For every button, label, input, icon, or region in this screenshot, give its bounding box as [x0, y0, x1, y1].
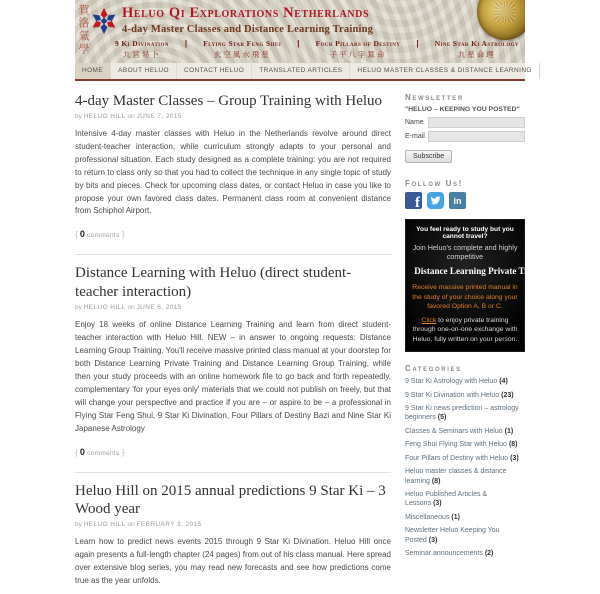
topic-separator: | [297, 39, 300, 48]
promo-title: Distance Learning Private Training [414, 266, 553, 277]
newsletter-tagline: "HELUO – KEEPING YOU POSTED" [405, 106, 520, 113]
byline-on: on [127, 521, 135, 528]
post-separator [75, 254, 391, 255]
nav-item-about-heluo[interactable]: ABOUT HELUO [111, 63, 177, 79]
name-label: Name [405, 119, 424, 126]
category-link[interactable] [405, 526, 525, 545]
post-2 [75, 264, 391, 472]
post-separator [75, 472, 391, 473]
category-count: (1) [504, 427, 514, 435]
calligraphy-seal: 賀洛氣學 [77, 4, 89, 56]
category-count: (3) [433, 500, 442, 508]
category-count: (3) [428, 536, 438, 544]
nav-item-master-classes[interactable]: HELUO MASTER CLASSES & DISTANCE LEARNING [350, 63, 539, 79]
comments-link[interactable] [75, 447, 124, 457]
category-label: Miscellaneous [405, 513, 450, 521]
site-title[interactable]: Heluo Qi Explorations Netherlands [122, 5, 370, 21]
facebook-letter: f [415, 195, 420, 211]
brace: { [75, 447, 78, 457]
comment-count: 0 [79, 229, 85, 240]
category-label: 9 Star Ki news prediction – astrology beginners [405, 404, 519, 422]
post-title[interactable]: 4-day Master Classes – Group Training with Heluo [75, 93, 383, 109]
nav-item-home[interactable]: HOME [75, 63, 111, 79]
twitter-icon[interactable] [427, 192, 444, 209]
sidebar [405, 83, 553, 594]
linkedin-letters: in [453, 195, 462, 206]
post-list [75, 83, 391, 594]
topic-nine-star-ki[interactable] [435, 39, 519, 60]
site-titles [122, 6, 373, 35]
category-count: (5) [437, 414, 447, 422]
name-input[interactable] [428, 117, 525, 128]
subscribe-button[interactable]: Subscribe [405, 150, 452, 163]
topic-chinese: 九星命理 [457, 50, 496, 59]
promo-line3: Receive massive printed manual in the study of your choice along your favored Option A, B or C. [412, 284, 518, 311]
category-count: (23) [501, 391, 514, 399]
categories-heading: Categories [405, 364, 462, 374]
post-excerpt: Enjoy 18 weeks of online Distance Learning Training and learn from direct student-teacher interaction with Heluo Hill. NEW – in answer to ongoing requests: Distance Learning Group Training. You'll receive massive printed class manual at your doorstep for both Distance Learning Private Training and Distance Learning Group Training, while then your study proceeds with an online homework file to go back and forth repeatedly, complementary 'for your eyes only' materials that we could not publish on freely, but that will change your perspective and practice if you are – or aspire to be – a professional in Flying Star Feng Shui, 9 Star Ki Divination, Four Pillars of Destiny Bazi and Nine Star Ki Japanese Astrology [75, 319, 391, 433]
topic-label: Flying Star Feng Shui [203, 39, 282, 48]
post-byline [75, 304, 391, 311]
topic-menu [115, 39, 519, 60]
post-date: JUNE 7, 2015 [136, 112, 182, 120]
follow-heading: Follow Us! [405, 179, 463, 188]
category-link[interactable] [405, 427, 525, 436]
site-header [75, 0, 525, 63]
topic-flying-star-feng-shui[interactable] [203, 39, 281, 60]
email-row [405, 131, 525, 142]
linkedin-icon[interactable] [449, 192, 466, 209]
promo-line4 [411, 316, 519, 345]
content-area [75, 81, 553, 594]
byline-by: by [75, 112, 82, 120]
gold-coin-image [477, 0, 525, 40]
post-title[interactable]: Heluo Hill on 2015 annual predictions 9 Star Ki – 3 Wood year [75, 482, 386, 518]
topic-separator: | [416, 39, 419, 48]
post-date: FEBRUARY 3, 2015 [136, 521, 202, 528]
promo-line4-rest: to enjoy private training through one-on-one exchange with Heluo, fully written on your person. [412, 316, 518, 343]
topic-chinese: 玄空風水飛星 [213, 50, 271, 59]
social-icons [405, 192, 525, 209]
post-title[interactable]: Distance Learning with Heluo (direct student-teacher interaction) [75, 265, 352, 301]
nav-item-contact-heluo[interactable]: CONTACT HELUO [177, 63, 252, 79]
promo-line2: Join Heluo's complete and highly competitive [412, 243, 518, 261]
distance-learning-promo-banner[interactable] [405, 219, 553, 352]
category-label: 9 Star Ki Divination with Heluo [405, 391, 500, 399]
post-excerpt: Learn how to predict news events 2015 through 9 Star Ki Divination. Heluo Hill once again presents a full-length chapter (24 pages) from out of his class manual. Here spread over extensive blog series, you may read new forecasts and see how predictions come true as the year unfolds. [75, 537, 391, 585]
category-count: (2) [484, 550, 494, 558]
site-subtitle: 4-day Master Classes and Distance Learning Training [122, 23, 374, 35]
email-label: E-mail [405, 133, 425, 140]
post-3 [75, 482, 391, 588]
topic-label: Four Pillars of Destiny [315, 39, 401, 48]
post-author[interactable]: HELUO HILL [83, 303, 126, 311]
post-date: JUNE 6, 2015 [136, 303, 182, 311]
category-label: 9 Star Ki Astrology with Heluo [405, 378, 498, 386]
category-label: Four Pillars of Destiny with Heluo [405, 454, 509, 462]
star-logo-icon [90, 6, 118, 36]
topic-separator: | [184, 39, 188, 48]
facebook-icon[interactable] [405, 192, 422, 209]
category-label: Heluo master classes & distance learning [405, 468, 507, 485]
category-link[interactable] [405, 549, 525, 558]
categories-list [405, 377, 525, 559]
category-link[interactable] [405, 391, 525, 400]
post-byline [75, 113, 391, 120]
category-count: (1) [451, 513, 460, 521]
category-link[interactable] [405, 404, 525, 423]
promo-click-link[interactable]: Click [421, 316, 437, 324]
category-label: Newsletter Heluo Keeping You Posted [405, 527, 500, 544]
category-link[interactable] [405, 454, 525, 463]
comments-link[interactable] [75, 229, 124, 239]
newsletter-heading: Newsletter [405, 93, 464, 102]
category-link[interactable] [405, 490, 525, 509]
category-label: Seminar announcements [405, 550, 483, 558]
post-author[interactable]: HELUO HILL [83, 521, 126, 528]
byline-on: on [127, 112, 135, 120]
comment-word: comments [87, 232, 120, 240]
post-author[interactable]: HELUO HILL [83, 112, 126, 120]
category-label: Feng Shui Flying Star with Heluo [405, 441, 507, 449]
brace: } [121, 447, 125, 457]
topic-four-pillars[interactable] [316, 39, 401, 60]
category-count: (3) [510, 454, 519, 462]
byline-by: by [75, 521, 82, 528]
category-count: (8) [508, 441, 518, 449]
topic-label: Nine Star Ki Astrology [434, 39, 519, 48]
promo-line1: You feel ready to study but you cannot travel? [416, 226, 514, 240]
page [75, 0, 553, 594]
topic-chinese: 子平八字算命 [329, 50, 387, 59]
email-input[interactable] [428, 131, 525, 142]
category-count: (4) [499, 378, 508, 386]
byline-by: by [75, 303, 82, 311]
category-link[interactable] [405, 467, 525, 486]
main-nav [75, 63, 532, 81]
brace: { [75, 230, 78, 240]
category-label: Heluo Published Articles & Lessons [405, 491, 488, 508]
category-link[interactable] [405, 440, 525, 449]
post-1 [75, 92, 391, 255]
comment-count: 0 [79, 446, 85, 457]
topic-chinese: 九宮易卜 [122, 50, 161, 59]
name-row [405, 117, 525, 128]
category-link[interactable] [405, 513, 525, 522]
nav-item-translated-articles[interactable]: TRANSLATED ARTICLES [252, 63, 350, 79]
topic-9-ki-divination[interactable] [115, 39, 169, 60]
category-count: (8) [431, 477, 441, 485]
byline-on: on [127, 303, 135, 311]
comment-word: comments [87, 449, 120, 457]
category-label: Classes & Seminars with Heluo [405, 427, 503, 435]
post-excerpt: Intensive 4-day master classes with Heluo in the Netherlands revolve around direct student-teacher interaction, while curriculum strongly adapts to your personal and professional situation. Each study designed as a complete training: you are not required to return to class only so that you had to collect the technique in any single topic of study by bits and pieces. Check for upcoming class dates, or contact Heluo in case you like to propose your own favored class dates. Permanent class room at convenient distance from Schiphol Airport. [75, 128, 391, 216]
category-link[interactable] [405, 377, 525, 386]
brace: } [121, 230, 125, 240]
topic-label: 9 Ki Divination [115, 39, 169, 48]
post-byline [75, 521, 391, 528]
twitter-bird-icon [430, 195, 441, 206]
